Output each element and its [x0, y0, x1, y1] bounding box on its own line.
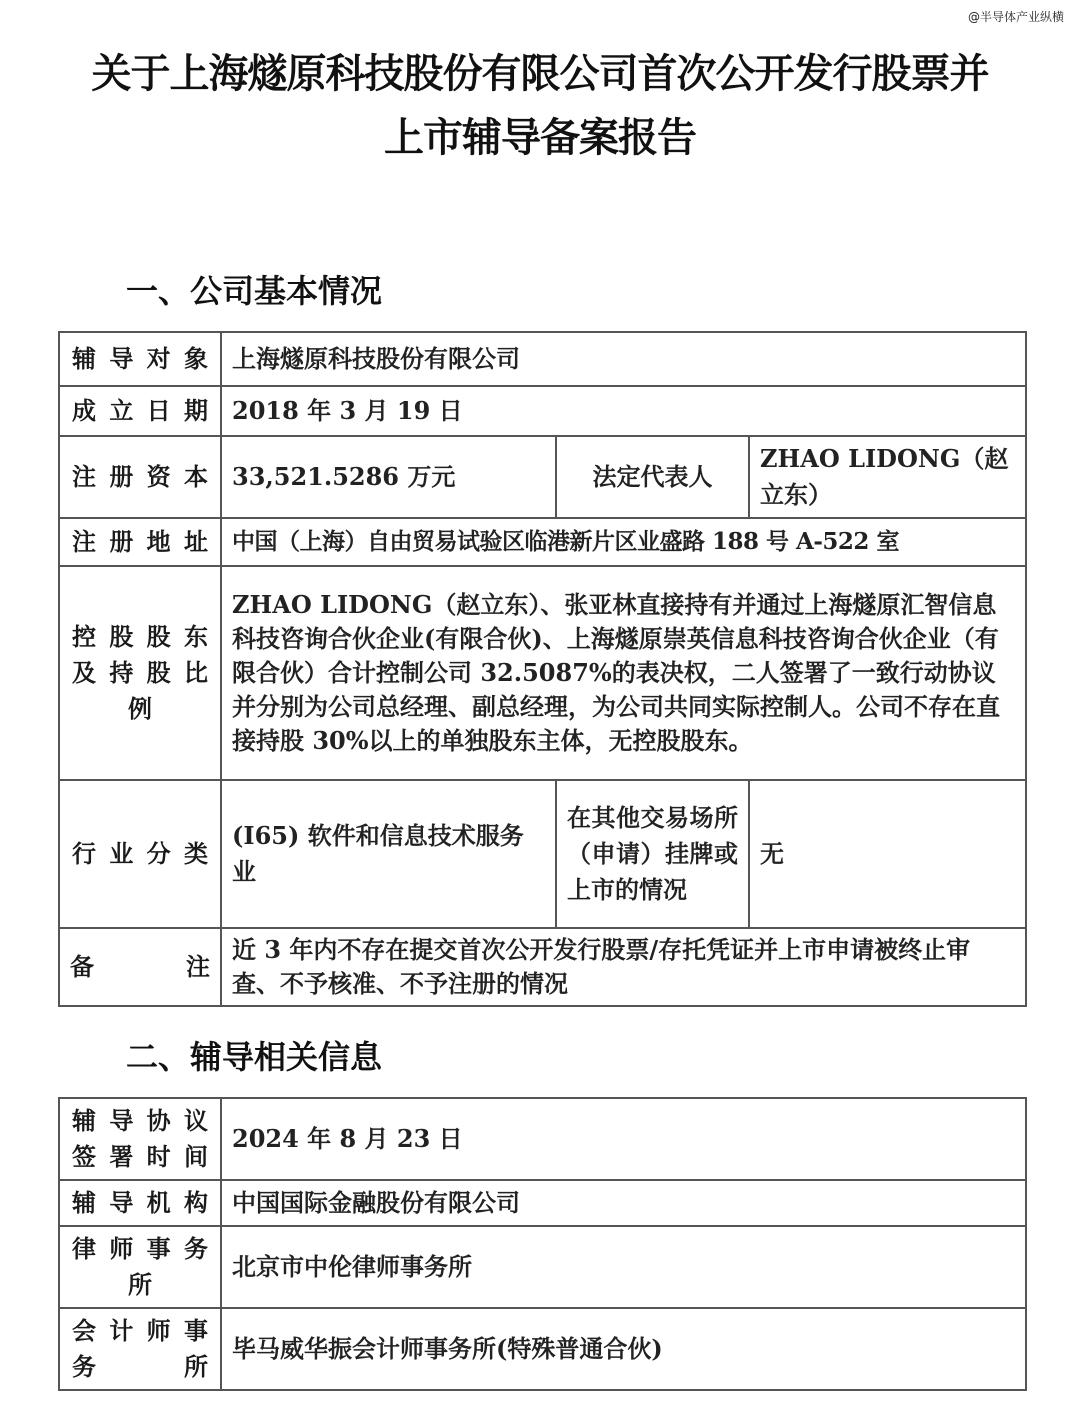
label-line: 控股股东: [72, 622, 208, 651]
field-value: 中国（上海）自由贸易试验区临港新片区业盛路 188 号 A-522 室: [221, 518, 1026, 566]
field-value: 无: [749, 780, 1026, 928]
field-label: 成立日期: [59, 386, 221, 436]
field-label: [59, 566, 221, 780]
table-row: [59, 780, 1026, 928]
section-heading-company-info: 一、公司基本情况: [126, 272, 383, 310]
label-line: 律师事务: [72, 1234, 208, 1263]
field-label: 辅导对象: [59, 332, 221, 386]
field-value: 2024 年 8 月 23 日: [221, 1098, 1026, 1180]
label-char: 务: [72, 1352, 96, 1381]
field-value: 33,521.5286 万元: [221, 436, 556, 518]
field-label: 注册资本: [59, 436, 221, 518]
label-line: 所: [128, 1270, 152, 1299]
field-label: [59, 928, 221, 1006]
label-char: 注: [186, 952, 210, 981]
label-line: 辅导协议: [72, 1106, 208, 1135]
label-char: 备: [70, 952, 94, 981]
label-line: 签署时间: [72, 1142, 208, 1171]
field-value: ZHAO LIDONG（赵立东）: [749, 436, 1026, 518]
watermark: @半导体产业纵横: [967, 10, 1064, 24]
table-row: [59, 518, 1026, 566]
field-label: [59, 1098, 221, 1180]
field-label: [59, 1308, 221, 1390]
section-heading-tutoring-info: 二、辅导相关信息: [126, 1038, 383, 1076]
table-row: [59, 436, 1026, 518]
field-value: ZHAO LIDONG（赵立东）、张亚林直接持有并通过上海燧原汇智信息科技咨询合伙企业(有限合伙)、上海燧原崇英信息科技咨询合伙企业（有限合伙）合计控制公司 32.5087%的表决权，二人签署了一致行动协议并分别为公司总经理、副总经理，为公司共同实际控制人。公司不存在直接持股 30%以上的单独股东主体，无控股股东。: [221, 566, 1026, 780]
field-value: (I65) 软件和信息技术服务业: [221, 780, 556, 928]
field-value: 上海燧原科技股份有限公司: [221, 332, 1026, 386]
table-row: [59, 1226, 1026, 1308]
field-label: 注册地址: [59, 518, 221, 566]
label-line: 及持股比: [72, 658, 208, 687]
table-row: [59, 566, 1026, 780]
field-value: 中国国际金融股份有限公司: [221, 1180, 1026, 1226]
table-row: [59, 1308, 1026, 1390]
table-row: [59, 928, 1026, 1006]
table-row: [59, 386, 1026, 436]
label-line: 例: [128, 694, 152, 723]
field-label: 法定代表人: [556, 436, 749, 518]
field-value: 2018 年 3 月 19 日: [221, 386, 1026, 436]
company-info-table: [58, 331, 1027, 1007]
field-value: 毕马威华振会计师事务所(特殊普通合伙): [221, 1308, 1026, 1390]
field-value: 近 3 年内不存在提交首次公开发行股票/存托凭证并上市申请被终止审查、不予核准、不予注册的情况: [221, 928, 1026, 1006]
table-row: [59, 1098, 1026, 1180]
field-label: 辅导机构: [59, 1180, 221, 1226]
table-row: [59, 1180, 1026, 1226]
label-line: 会计师事: [72, 1316, 208, 1345]
label-char: 所: [184, 1352, 208, 1381]
field-label: [59, 1226, 221, 1308]
document-title-line1: 关于上海燧原科技股份有限公司首次公开发行股票并: [91, 51, 989, 97]
tutoring-info-table: [58, 1097, 1027, 1391]
field-label: 在其他交易场所（申请）挂牌或上市的情况: [556, 780, 749, 928]
field-value: 北京市中伦律师事务所: [221, 1226, 1026, 1308]
field-label: 行业分类: [59, 780, 221, 928]
document-title-line2: 上市辅导备案报告: [384, 115, 696, 161]
table-row: [59, 332, 1026, 386]
